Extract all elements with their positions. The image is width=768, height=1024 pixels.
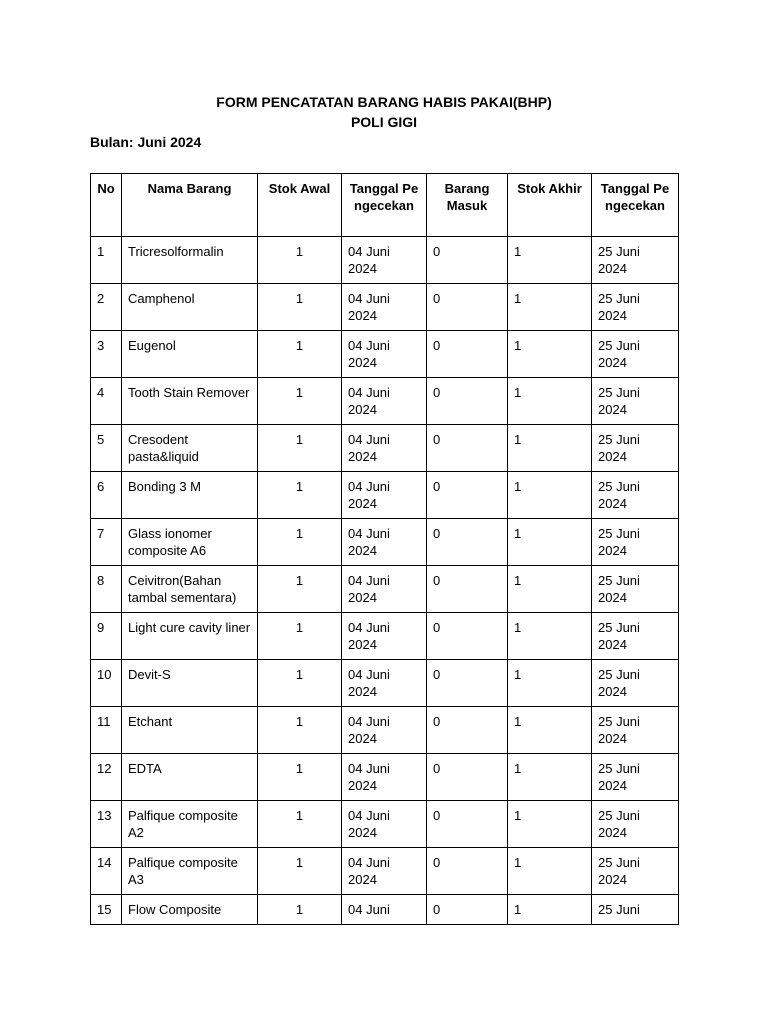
cell-stok-akhir: 1 — [508, 613, 592, 660]
table-header-row — [91, 174, 679, 237]
header-nama-barang: Nama Barang — [122, 174, 258, 237]
table-row — [91, 237, 679, 284]
cell-tanggal-pengecekan-awal: 04 Juni 2024 — [342, 566, 427, 613]
cell-no: 10 — [91, 660, 122, 707]
cell-tanggal-pengecekan-awal: 04 Juni 2024 — [342, 425, 427, 472]
cell-barang-masuk: 0 — [427, 754, 508, 801]
cell-no: 13 — [91, 801, 122, 848]
cell-nama-barang: Tooth Stain Remover — [122, 378, 258, 425]
cell-stok-akhir: 1 — [508, 425, 592, 472]
cell-stok-awal: 1 — [258, 519, 342, 566]
cell-stok-awal: 1 — [258, 754, 342, 801]
cell-stok-akhir: 1 — [508, 895, 592, 925]
table-row — [91, 566, 679, 613]
table-row — [91, 660, 679, 707]
cell-stok-akhir: 1 — [508, 284, 592, 331]
table-row — [91, 848, 679, 895]
cell-barang-masuk: 0 — [427, 284, 508, 331]
cell-stok-akhir: 1 — [508, 801, 592, 848]
table-row — [91, 519, 679, 566]
cell-tanggal-pengecekan-akhir: 25 Juni — [592, 895, 679, 925]
cell-no: 6 — [91, 472, 122, 519]
cell-stok-akhir: 1 — [508, 566, 592, 613]
cell-tanggal-pengecekan-awal: 04 Juni 2024 — [342, 472, 427, 519]
cell-barang-masuk: 0 — [427, 472, 508, 519]
cell-tanggal-pengecekan-awal: 04 Juni 2024 — [342, 707, 427, 754]
cell-nama-barang: Ceivitron(Bahan tambal sementara) — [122, 566, 258, 613]
table-row — [91, 801, 679, 848]
cell-stok-akhir: 1 — [508, 237, 592, 284]
cell-tanggal-pengecekan-akhir: 25 Juni 2024 — [592, 472, 679, 519]
cell-nama-barang: Eugenol — [122, 331, 258, 378]
cell-barang-masuk: 0 — [427, 895, 508, 925]
cell-barang-masuk: 0 — [427, 519, 508, 566]
header-barang-masuk: Barang Masuk — [427, 174, 508, 237]
cell-no: 1 — [91, 237, 122, 284]
cell-tanggal-pengecekan-akhir: 25 Juni 2024 — [592, 848, 679, 895]
cell-stok-awal: 1 — [258, 707, 342, 754]
cell-barang-masuk: 0 — [427, 848, 508, 895]
form-title: FORM PENCATATAN BARANG HABIS PAKAI(BHP) — [216, 94, 552, 110]
cell-nama-barang: Tricresolformalin — [122, 237, 258, 284]
cell-no: 3 — [91, 331, 122, 378]
cell-tanggal-pengecekan-akhir: 25 Juni 2024 — [592, 378, 679, 425]
cell-barang-masuk: 0 — [427, 331, 508, 378]
cell-tanggal-pengecekan-akhir: 25 Juni 2024 — [592, 331, 679, 378]
cell-stok-awal: 1 — [258, 566, 342, 613]
cell-stok-akhir: 1 — [508, 331, 592, 378]
cell-barang-masuk: 0 — [427, 660, 508, 707]
form-subtitle: POLI GIGI — [350, 114, 418, 130]
cell-stok-awal: 1 — [258, 801, 342, 848]
cell-stok-akhir: 1 — [508, 519, 592, 566]
cell-tanggal-pengecekan-akhir: 25 Juni 2024 — [592, 519, 679, 566]
cell-stok-akhir: 1 — [508, 660, 592, 707]
cell-tanggal-pengecekan-akhir: 25 Juni 2024 — [592, 566, 679, 613]
cell-tanggal-pengecekan-awal: 04 Juni 2024 — [342, 331, 427, 378]
bhp-table — [90, 173, 679, 925]
cell-tanggal-pengecekan-awal: 04 Juni 2024 — [342, 660, 427, 707]
month-label: Bulan: Juni 2024 — [90, 134, 202, 150]
cell-stok-akhir: 1 — [508, 754, 592, 801]
table-row — [91, 613, 679, 660]
cell-tanggal-pengecekan-akhir: 25 Juni 2024 — [592, 707, 679, 754]
table-row — [91, 378, 679, 425]
cell-tanggal-pengecekan-awal: 04 Juni 2024 — [342, 284, 427, 331]
header-stok-akhir: Stok Akhir — [508, 174, 592, 237]
cell-nama-barang: Flow Composite — [122, 895, 258, 925]
table-row — [91, 284, 679, 331]
cell-stok-awal: 1 — [258, 895, 342, 925]
cell-nama-barang: Palfique composite A2 — [122, 801, 258, 848]
cell-tanggal-pengecekan-awal: 04 Juni 2024 — [342, 801, 427, 848]
cell-tanggal-pengecekan-awal: 04 Juni 2024 — [342, 237, 427, 284]
cell-nama-barang: Palfique composite A3 — [122, 848, 258, 895]
cell-no: 8 — [91, 566, 122, 613]
cell-nama-barang: Cresodent pasta&liquid — [122, 425, 258, 472]
cell-tanggal-pengecekan-awal: 04 Juni 2024 — [342, 754, 427, 801]
cell-tanggal-pengecekan-akhir: 25 Juni 2024 — [592, 801, 679, 848]
cell-barang-masuk: 0 — [427, 801, 508, 848]
cell-stok-awal: 1 — [258, 472, 342, 519]
cell-nama-barang: Etchant — [122, 707, 258, 754]
table-row — [91, 707, 679, 754]
cell-stok-akhir: 1 — [508, 378, 592, 425]
table-row — [91, 331, 679, 378]
cell-tanggal-pengecekan-akhir: 25 Juni 2024 — [592, 754, 679, 801]
cell-no: 9 — [91, 613, 122, 660]
cell-barang-masuk: 0 — [427, 707, 508, 754]
cell-stok-awal: 1 — [258, 660, 342, 707]
cell-tanggal-pengecekan-awal: 04 Juni 2024 — [342, 378, 427, 425]
cell-no: 5 — [91, 425, 122, 472]
cell-stok-akhir: 1 — [508, 472, 592, 519]
table-row — [91, 895, 679, 925]
cell-tanggal-pengecekan-awal: 04 Juni 2024 — [342, 848, 427, 895]
cell-barang-masuk: 0 — [427, 425, 508, 472]
cell-stok-awal: 1 — [258, 848, 342, 895]
cell-nama-barang: Devit-S — [122, 660, 258, 707]
cell-stok-awal: 1 — [258, 425, 342, 472]
cell-nama-barang: Light cure cavity liner — [122, 613, 258, 660]
header-tanggal-pengecekan-akhir: Tanggal Pengecekan — [592, 174, 679, 237]
cell-stok-akhir: 1 — [508, 848, 592, 895]
cell-tanggal-pengecekan-awal: 04 Juni — [342, 895, 427, 925]
table-row — [91, 754, 679, 801]
cell-nama-barang: Glass ionomer composite A6 — [122, 519, 258, 566]
cell-no: 12 — [91, 754, 122, 801]
cell-barang-masuk: 0 — [427, 566, 508, 613]
cell-barang-masuk: 0 — [427, 613, 508, 660]
cell-no: 14 — [91, 848, 122, 895]
header-stok-awal: Stok Awal — [258, 174, 342, 237]
cell-no: 4 — [91, 378, 122, 425]
cell-tanggal-pengecekan-akhir: 25 Juni 2024 — [592, 237, 679, 284]
cell-nama-barang: EDTA — [122, 754, 258, 801]
cell-stok-akhir: 1 — [508, 707, 592, 754]
cell-stok-awal: 1 — [258, 378, 342, 425]
cell-no: 7 — [91, 519, 122, 566]
cell-tanggal-pengecekan-akhir: 25 Juni 2024 — [592, 425, 679, 472]
table-row — [91, 425, 679, 472]
cell-no: 15 — [91, 895, 122, 925]
header-no: No — [91, 174, 122, 237]
cell-tanggal-pengecekan-awal: 04 Juni 2024 — [342, 613, 427, 660]
cell-barang-masuk: 0 — [427, 378, 508, 425]
table-row — [91, 472, 679, 519]
cell-stok-awal: 1 — [258, 237, 342, 284]
cell-stok-awal: 1 — [258, 613, 342, 660]
cell-tanggal-pengecekan-akhir: 25 Juni 2024 — [592, 613, 679, 660]
cell-tanggal-pengecekan-akhir: 25 Juni 2024 — [592, 284, 679, 331]
cell-stok-awal: 1 — [258, 284, 342, 331]
cell-stok-awal: 1 — [258, 331, 342, 378]
cell-barang-masuk: 0 — [427, 237, 508, 284]
cell-nama-barang: Bonding 3 M — [122, 472, 258, 519]
cell-no: 11 — [91, 707, 122, 754]
header-tanggal-pengecekan-awal: Tanggal Pengecekan — [342, 174, 427, 237]
cell-tanggal-pengecekan-awal: 04 Juni 2024 — [342, 519, 427, 566]
cell-tanggal-pengecekan-akhir: 25 Juni 2024 — [592, 660, 679, 707]
cell-nama-barang: Camphenol — [122, 284, 258, 331]
cell-no: 2 — [91, 284, 122, 331]
